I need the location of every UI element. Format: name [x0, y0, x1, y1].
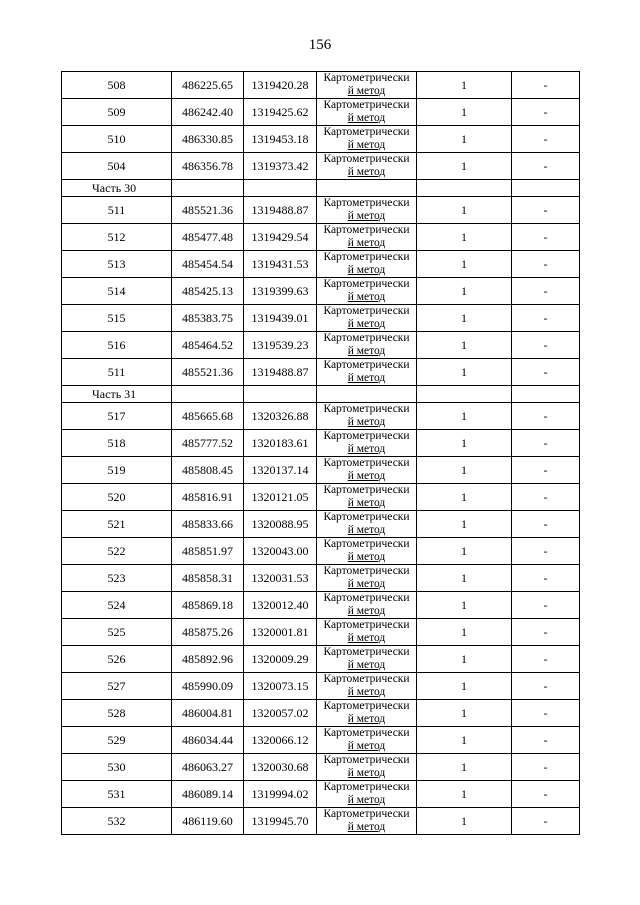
table-row: [62, 484, 580, 511]
note-cell: -: [512, 430, 580, 457]
method-cell: [317, 619, 417, 646]
point-number-cell: 530: [62, 754, 172, 781]
x-coordinate-cell: 485990.09: [172, 673, 244, 700]
table-row: [62, 754, 580, 781]
y-coordinate-cell: 1320137.14: [244, 457, 317, 484]
empty-cell: [417, 180, 512, 197]
x-coordinate-cell: 485521.36: [172, 197, 244, 224]
note-cell: -: [512, 457, 580, 484]
method-line-2: й метод: [347, 85, 386, 97]
x-coordinate-cell: 485521.36: [172, 359, 244, 386]
method-cell: [317, 700, 417, 727]
method-line-2: й метод: [347, 659, 386, 671]
point-number-cell: 523: [62, 565, 172, 592]
method-cell: [317, 754, 417, 781]
point-number-cell: 504: [62, 153, 172, 180]
method-line-1: Картометрически: [323, 619, 410, 631]
table-row: [62, 72, 580, 99]
y-coordinate-cell: 1320009.29: [244, 646, 317, 673]
accuracy-cell: 1: [417, 197, 512, 224]
table-row: [62, 224, 580, 251]
point-number-cell: 509: [62, 99, 172, 126]
method-cell: [317, 99, 417, 126]
part-header-row: [62, 386, 580, 403]
note-cell: -: [512, 153, 580, 180]
method-line-1: Картометрически: [323, 700, 410, 712]
y-coordinate-cell: 1319539.23: [244, 332, 317, 359]
method-line-1: Картометрически: [323, 511, 410, 523]
y-coordinate-cell: 1319420.28: [244, 72, 317, 99]
y-coordinate-cell: 1320030.68: [244, 754, 317, 781]
method-line-2: й метод: [347, 497, 386, 509]
method-cell: [317, 727, 417, 754]
point-number-cell: 517: [62, 403, 172, 430]
point-number-cell: 508: [62, 72, 172, 99]
method-line-2: й метод: [347, 578, 386, 590]
x-coordinate-cell: 486242.40: [172, 99, 244, 126]
x-coordinate-cell: 486089.14: [172, 781, 244, 808]
x-coordinate-cell: 486356.78: [172, 153, 244, 180]
note-cell: -: [512, 197, 580, 224]
method-line-1: Картометрически: [323, 305, 410, 317]
y-coordinate-cell: 1319425.62: [244, 99, 317, 126]
empty-cell: [317, 180, 417, 197]
note-cell: -: [512, 72, 580, 99]
method-cell: [317, 457, 417, 484]
part-label-cell: Часть 30: [62, 180, 172, 197]
table-row: [62, 457, 580, 484]
x-coordinate-cell: 486034.44: [172, 727, 244, 754]
table-row: [62, 278, 580, 305]
part-label-cell: Часть 31: [62, 386, 172, 403]
accuracy-cell: 1: [417, 484, 512, 511]
x-coordinate-cell: 485869.18: [172, 592, 244, 619]
method-line-1: Картометрически: [323, 278, 410, 290]
note-cell: -: [512, 619, 580, 646]
point-number-cell: 525: [62, 619, 172, 646]
method-line-2: й метод: [347, 767, 386, 779]
y-coordinate-cell: 1319399.63: [244, 278, 317, 305]
method-line-2: й метод: [347, 524, 386, 536]
accuracy-cell: 1: [417, 646, 512, 673]
x-coordinate-cell: 485777.52: [172, 430, 244, 457]
table-row: [62, 359, 580, 386]
method-cell: [317, 781, 417, 808]
point-number-cell: 528: [62, 700, 172, 727]
coordinates-table-body: [62, 72, 580, 835]
method-line-2: й метод: [347, 551, 386, 563]
accuracy-cell: 1: [417, 727, 512, 754]
table-row: [62, 511, 580, 538]
method-line-2: й метод: [347, 821, 386, 833]
accuracy-cell: 1: [417, 592, 512, 619]
point-number-cell: 512: [62, 224, 172, 251]
note-cell: -: [512, 224, 580, 251]
point-number-cell: 529: [62, 727, 172, 754]
accuracy-cell: 1: [417, 781, 512, 808]
y-coordinate-cell: 1320183.61: [244, 430, 317, 457]
y-coordinate-cell: 1319429.54: [244, 224, 317, 251]
note-cell: -: [512, 700, 580, 727]
method-cell: [317, 646, 417, 673]
y-coordinate-cell: 1320043.00: [244, 538, 317, 565]
method-cell: [317, 305, 417, 332]
table-row: [62, 305, 580, 332]
method-cell: [317, 278, 417, 305]
method-cell: [317, 484, 417, 511]
y-coordinate-cell: 1319945.70: [244, 808, 317, 835]
note-cell: -: [512, 278, 580, 305]
method-line-1: Картометрически: [323, 72, 410, 84]
x-coordinate-cell: 485875.26: [172, 619, 244, 646]
point-number-cell: 511: [62, 197, 172, 224]
accuracy-cell: 1: [417, 251, 512, 278]
note-cell: -: [512, 403, 580, 430]
accuracy-cell: 1: [417, 72, 512, 99]
method-line-1: Картометрически: [323, 251, 410, 263]
method-line-1: Картометрически: [323, 565, 410, 577]
point-number-cell: 514: [62, 278, 172, 305]
note-cell: -: [512, 781, 580, 808]
accuracy-cell: 1: [417, 359, 512, 386]
table-row: [62, 153, 580, 180]
note-cell: -: [512, 754, 580, 781]
method-line-1: Картометрически: [323, 727, 410, 739]
method-cell: [317, 673, 417, 700]
table-row: [62, 646, 580, 673]
table-row: [62, 538, 580, 565]
y-coordinate-cell: 1320121.05: [244, 484, 317, 511]
empty-cell: [512, 386, 580, 403]
table-row: [62, 332, 580, 359]
method-cell: [317, 430, 417, 457]
method-line-1: Картометрически: [323, 754, 410, 766]
note-cell: -: [512, 511, 580, 538]
table-row: [62, 781, 580, 808]
table-row: [62, 673, 580, 700]
method-line-1: Картометрически: [323, 646, 410, 658]
x-coordinate-cell: 485477.48: [172, 224, 244, 251]
table-row: [62, 197, 580, 224]
point-number-cell: 519: [62, 457, 172, 484]
y-coordinate-cell: 1319488.87: [244, 359, 317, 386]
note-cell: -: [512, 727, 580, 754]
x-coordinate-cell: 486119.60: [172, 808, 244, 835]
method-line-2: й метод: [347, 470, 386, 482]
method-cell: [317, 808, 417, 835]
method-line-1: Картометрически: [323, 808, 410, 820]
y-coordinate-cell: 1319373.42: [244, 153, 317, 180]
note-cell: -: [512, 646, 580, 673]
accuracy-cell: 1: [417, 754, 512, 781]
accuracy-cell: 1: [417, 403, 512, 430]
point-number-cell: 513: [62, 251, 172, 278]
method-line-1: Картометрически: [323, 430, 410, 442]
point-number-cell: 518: [62, 430, 172, 457]
note-cell: -: [512, 538, 580, 565]
point-number-cell: 520: [62, 484, 172, 511]
method-cell: [317, 153, 417, 180]
method-line-1: Картометрически: [323, 224, 410, 236]
method-line-2: й метод: [347, 740, 386, 752]
note-cell: -: [512, 359, 580, 386]
x-coordinate-cell: 485425.13: [172, 278, 244, 305]
method-line-2: й метод: [347, 345, 386, 357]
point-number-cell: 532: [62, 808, 172, 835]
table-row: [62, 251, 580, 278]
x-coordinate-cell: 485383.75: [172, 305, 244, 332]
method-line-1: Картометрически: [323, 673, 410, 685]
page-number: 156: [308, 37, 332, 53]
empty-cell: [512, 180, 580, 197]
accuracy-cell: 1: [417, 673, 512, 700]
method-line-2: й метод: [347, 264, 386, 276]
method-line-1: Картометрически: [323, 126, 410, 138]
method-cell: [317, 197, 417, 224]
note-cell: -: [512, 673, 580, 700]
method-cell: [317, 403, 417, 430]
empty-cell: [417, 386, 512, 403]
point-number-cell: 526: [62, 646, 172, 673]
method-line-1: Картометрически: [323, 99, 410, 111]
x-coordinate-cell: 485808.45: [172, 457, 244, 484]
table-row: [62, 565, 580, 592]
method-line-2: й метод: [347, 605, 386, 617]
method-line-2: й метод: [347, 713, 386, 725]
method-line-1: Картометрически: [323, 359, 410, 371]
method-line-1: Картометрически: [323, 484, 410, 496]
method-line-2: й метод: [347, 686, 386, 698]
accuracy-cell: 1: [417, 700, 512, 727]
y-coordinate-cell: 1320012.40: [244, 592, 317, 619]
x-coordinate-cell: 485892.96: [172, 646, 244, 673]
table-row: [62, 592, 580, 619]
point-number-cell: 510: [62, 126, 172, 153]
empty-cell: [172, 386, 244, 403]
x-coordinate-cell: 485858.31: [172, 565, 244, 592]
coordinates-table: [61, 71, 580, 835]
method-line-2: й метод: [347, 632, 386, 644]
method-line-2: й метод: [347, 443, 386, 455]
method-cell: [317, 72, 417, 99]
method-line-2: й метод: [347, 112, 386, 124]
method-line-1: Картометрически: [323, 781, 410, 793]
y-coordinate-cell: 1320073.15: [244, 673, 317, 700]
method-line-1: Картометрически: [323, 403, 410, 415]
note-cell: -: [512, 484, 580, 511]
note-cell: -: [512, 565, 580, 592]
method-cell: [317, 565, 417, 592]
method-line-1: Картометрически: [323, 332, 410, 344]
point-number-cell: 515: [62, 305, 172, 332]
accuracy-cell: 1: [417, 305, 512, 332]
part-header-row: [62, 180, 580, 197]
x-coordinate-cell: 485665.68: [172, 403, 244, 430]
y-coordinate-cell: 1320066.12: [244, 727, 317, 754]
accuracy-cell: 1: [417, 430, 512, 457]
empty-cell: [172, 180, 244, 197]
method-line-2: й метод: [347, 372, 386, 384]
point-number-cell: 527: [62, 673, 172, 700]
method-cell: [317, 359, 417, 386]
x-coordinate-cell: 485816.91: [172, 484, 244, 511]
y-coordinate-cell: 1319994.02: [244, 781, 317, 808]
table-row: [62, 126, 580, 153]
method-line-2: й метод: [347, 416, 386, 428]
method-cell: [317, 538, 417, 565]
point-number-cell: 521: [62, 511, 172, 538]
x-coordinate-cell: 485833.66: [172, 511, 244, 538]
point-number-cell: 516: [62, 332, 172, 359]
x-coordinate-cell: 485454.54: [172, 251, 244, 278]
method-cell: [317, 224, 417, 251]
accuracy-cell: 1: [417, 808, 512, 835]
table-row: [62, 403, 580, 430]
x-coordinate-cell: 485464.52: [172, 332, 244, 359]
y-coordinate-cell: 1319488.87: [244, 197, 317, 224]
accuracy-cell: 1: [417, 332, 512, 359]
y-coordinate-cell: 1319453.18: [244, 126, 317, 153]
table-row: [62, 808, 580, 835]
table-row: [62, 619, 580, 646]
note-cell: -: [512, 305, 580, 332]
table-row: [62, 727, 580, 754]
accuracy-cell: 1: [417, 224, 512, 251]
method-cell: [317, 332, 417, 359]
method-line-2: й метод: [347, 166, 386, 178]
note-cell: -: [512, 126, 580, 153]
x-coordinate-cell: 486004.81: [172, 700, 244, 727]
method-cell: [317, 251, 417, 278]
note-cell: -: [512, 251, 580, 278]
table-row: [62, 99, 580, 126]
method-line-2: й метод: [347, 318, 386, 330]
method-line-2: й метод: [347, 139, 386, 151]
y-coordinate-cell: 1319431.53: [244, 251, 317, 278]
method-line-1: Картометрически: [323, 153, 410, 165]
accuracy-cell: 1: [417, 457, 512, 484]
method-line-1: Картометрически: [323, 592, 410, 604]
method-cell: [317, 592, 417, 619]
y-coordinate-cell: 1319439.01: [244, 305, 317, 332]
accuracy-cell: 1: [417, 153, 512, 180]
method-line-1: Картометрически: [323, 457, 410, 469]
method-line-1: Картометрически: [323, 197, 410, 209]
y-coordinate-cell: 1320088.95: [244, 511, 317, 538]
accuracy-cell: 1: [417, 565, 512, 592]
accuracy-cell: 1: [417, 538, 512, 565]
empty-cell: [244, 180, 317, 197]
x-coordinate-cell: 486063.27: [172, 754, 244, 781]
method-line-2: й метод: [347, 291, 386, 303]
note-cell: -: [512, 99, 580, 126]
method-cell: [317, 126, 417, 153]
y-coordinate-cell: 1320326.88: [244, 403, 317, 430]
method-line-2: й метод: [347, 237, 386, 249]
y-coordinate-cell: 1320057.02: [244, 700, 317, 727]
point-number-cell: 522: [62, 538, 172, 565]
accuracy-cell: 1: [417, 511, 512, 538]
y-coordinate-cell: 1320001.81: [244, 619, 317, 646]
method-line-2: й метод: [347, 794, 386, 806]
accuracy-cell: 1: [417, 278, 512, 305]
method-cell: [317, 511, 417, 538]
point-number-cell: 531: [62, 781, 172, 808]
accuracy-cell: 1: [417, 126, 512, 153]
y-coordinate-cell: 1320031.53: [244, 565, 317, 592]
point-number-cell: 511: [62, 359, 172, 386]
empty-cell: [317, 386, 417, 403]
point-number-cell: 524: [62, 592, 172, 619]
method-line-2: й метод: [347, 210, 386, 222]
x-coordinate-cell: 485851.97: [172, 538, 244, 565]
x-coordinate-cell: 486330.85: [172, 126, 244, 153]
accuracy-cell: 1: [417, 99, 512, 126]
method-line-1: Картометрически: [323, 538, 410, 550]
table-row: [62, 430, 580, 457]
note-cell: -: [512, 592, 580, 619]
x-coordinate-cell: 486225.65: [172, 72, 244, 99]
accuracy-cell: 1: [417, 619, 512, 646]
table-row: [62, 700, 580, 727]
note-cell: -: [512, 332, 580, 359]
note-cell: -: [512, 808, 580, 835]
empty-cell: [244, 386, 317, 403]
